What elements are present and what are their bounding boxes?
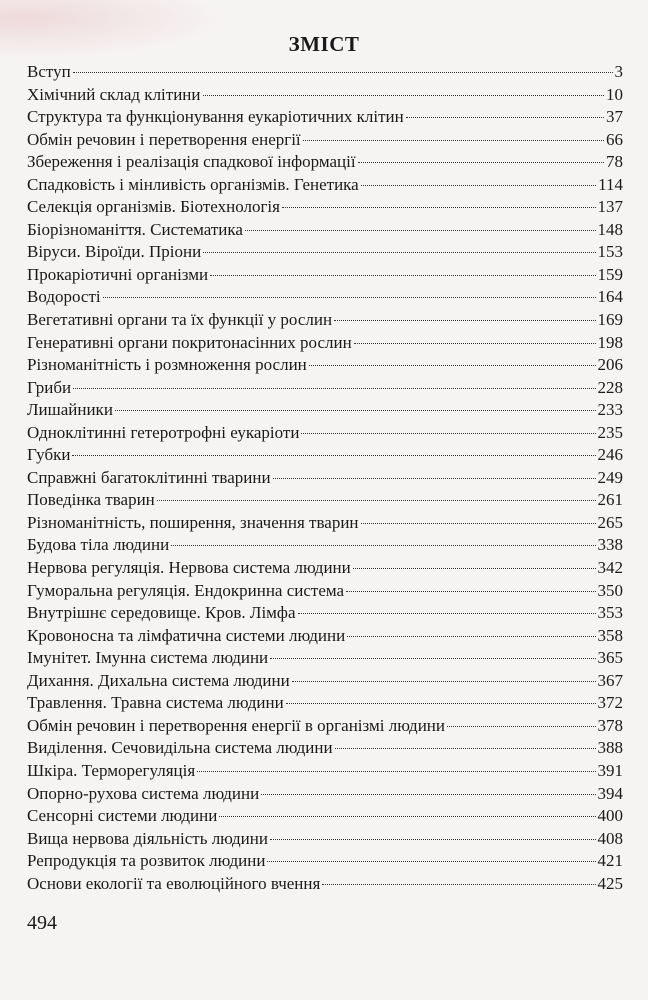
toc-entry <box>27 512 623 535</box>
toc-entry-title: Шкіра. Терморегуляція <box>27 760 196 780</box>
toc-entry-page: 159 <box>597 264 623 284</box>
toc-leader-dots <box>157 500 596 501</box>
toc-entry-page: 198 <box>597 332 623 352</box>
toc-entry <box>27 647 623 670</box>
toc-entry <box>27 196 623 219</box>
toc-entry <box>27 286 623 309</box>
toc-entry-title: Спадковість і мінливість організмів. Генетика <box>27 174 359 194</box>
toc-entry-title: Вегетативні органи та їх функції у рослин <box>27 310 333 330</box>
toc-entry-title: Різноманітність, поширення, значення тварин <box>27 512 359 532</box>
toc-entry-title: Репродукція та розвиток людини <box>27 851 266 871</box>
toc-leader-dots <box>309 365 596 366</box>
toc-entry-title: Кровоносна та лімфатична системи людини <box>27 625 346 645</box>
toc-entry-page: 246 <box>597 445 623 465</box>
toc-entry-page: 153 <box>597 242 623 262</box>
toc-entry-page: 408 <box>597 828 623 848</box>
toc-entry-title: Сенсорні системи людини <box>27 806 218 826</box>
toc-leader-dots <box>73 72 613 73</box>
toc-entry-title: Нервова регуляція. Нервова система людини <box>27 558 351 578</box>
toc-leader-dots <box>203 95 605 96</box>
toc-leader-dots <box>322 884 595 885</box>
toc-entry-title: Прокаріотичні організми <box>27 264 209 284</box>
toc-entry-page: 425 <box>597 873 623 893</box>
toc-entry <box>27 264 623 287</box>
toc-entry <box>27 602 623 625</box>
toc-entry-page: 114 <box>598 174 623 194</box>
toc-leader-dots <box>103 297 596 298</box>
toc-entry-page: 3 <box>614 62 623 81</box>
toc-entry <box>27 625 623 648</box>
toc-leader-dots <box>72 455 595 456</box>
toc-leader-dots <box>245 230 596 231</box>
toc-entry-page: 249 <box>597 467 623 487</box>
toc-entry-page: 421 <box>597 851 623 871</box>
toc-entry-title: Структура та функціонування еукаріотичних клітин <box>27 107 404 127</box>
toc-entry-page: 365 <box>597 648 623 668</box>
toc-entry <box>27 219 623 242</box>
toc-entry-title: Хімічний склад клітини <box>27 84 201 104</box>
toc-leader-dots <box>270 839 596 840</box>
toc-entry <box>27 332 623 355</box>
toc-leader-dots <box>358 162 604 163</box>
toc-entry <box>27 489 623 512</box>
toc-entry-page: 338 <box>597 535 623 555</box>
toc-entry-title: Внутрішнє середовище. Кров. Лімфа <box>27 603 296 623</box>
toc-entry-page: 358 <box>597 625 623 645</box>
toc-entry-page: 10 <box>606 84 623 104</box>
toc-entry <box>27 715 623 738</box>
toc-entry <box>27 760 623 783</box>
toc-leader-dots <box>447 726 596 727</box>
toc-leader-dots <box>273 478 596 479</box>
toc-entry <box>27 422 623 445</box>
toc-leader-dots <box>197 771 595 772</box>
toc-entry-page: 378 <box>597 715 623 735</box>
toc-entry <box>27 399 623 422</box>
toc-entry-page: 233 <box>597 400 623 420</box>
toc-leader-dots <box>406 117 604 118</box>
toc-entry-page: 388 <box>597 738 623 758</box>
toc-entry-title: Будова тіла людини <box>27 535 170 555</box>
toc-entry-page: 78 <box>606 152 623 172</box>
toc-entry-title: Збереження і реалізація спадкової інформації <box>27 152 356 172</box>
toc-entry-title: Водорості <box>27 287 101 307</box>
toc-entry-page: 206 <box>597 355 623 375</box>
toc-entry-title: Віруси. Віроїди. Пріони <box>27 242 202 262</box>
toc-entry <box>27 241 623 264</box>
toc-entry <box>27 580 623 603</box>
toc-entry-page: 400 <box>597 806 623 826</box>
toc-entry <box>27 534 623 557</box>
toc-entry-page: 37 <box>606 107 623 127</box>
toc-entry-title: Генеративні органи покритонасінних рослин <box>27 332 352 352</box>
toc-entry <box>27 805 623 828</box>
toc-entry-page: 367 <box>597 670 623 690</box>
toc-entry-title: Одноклітинні гетеротрофні еукаріоти <box>27 422 300 442</box>
toc-entry <box>27 873 623 896</box>
toc-entry <box>27 61 623 84</box>
toc-entry-title: Поведінка тварин <box>27 490 155 510</box>
toc-leader-dots <box>115 410 596 411</box>
page-number: 494 <box>27 912 57 934</box>
toc-entry <box>27 377 623 400</box>
toc-entry <box>27 467 623 490</box>
toc-entry-title: Різноманітність і розмноження рослин <box>27 355 307 375</box>
toc-entry-page: 353 <box>597 603 623 623</box>
toc-entry-title: Справжні багатоклітинні тварини <box>27 467 271 487</box>
toc-leader-dots <box>73 388 595 389</box>
toc-entry-title: Біорізноманіття. Систематика <box>27 219 243 239</box>
toc-leader-dots <box>346 591 595 592</box>
toc-leader-dots <box>203 252 595 253</box>
toc-entry-title: Гриби <box>27 377 72 397</box>
toc-leader-dots <box>353 568 596 569</box>
toc-leader-dots <box>361 523 596 524</box>
toc-entry-title: Вища нервова діяльність людини <box>27 828 268 848</box>
toc-leader-dots <box>270 658 595 659</box>
toc-entry <box>27 828 623 851</box>
toc-entry-page: 350 <box>597 580 623 600</box>
toc-entry <box>27 737 623 760</box>
toc-leader-dots <box>171 545 595 546</box>
toc-leader-dots <box>267 861 595 862</box>
toc-entry-title: Обмін речовин і перетворення енергії <box>27 129 301 149</box>
toc-entry <box>27 174 623 197</box>
toc-entry-page: 137 <box>597 197 623 217</box>
toc-leader-dots <box>354 343 596 344</box>
toc-entry-page: 372 <box>597 693 623 713</box>
toc-entry-page: 342 <box>597 558 623 578</box>
toc-entry-title: Лишайники <box>27 400 113 420</box>
toc-entry <box>27 444 623 467</box>
toc-entry-title: Виділення. Сечовидільна система людини <box>27 738 333 758</box>
toc-entry-page: 394 <box>597 783 623 803</box>
toc-leader-dots <box>361 185 596 186</box>
toc-leader-dots <box>298 613 596 614</box>
toc-entry <box>27 129 623 152</box>
toc-leader-dots <box>210 275 595 276</box>
toc-entry-page: 164 <box>597 287 623 307</box>
page-title: ЗМІСТ <box>288 32 360 56</box>
toc-entry-title: Селекція організмів. Біотехнологія <box>27 197 280 217</box>
toc-leader-dots <box>335 748 596 749</box>
toc-entry-page: 148 <box>597 219 623 239</box>
toc-entry-page: 391 <box>597 760 623 780</box>
toc-entry-page: 235 <box>597 422 623 442</box>
toc-leader-dots <box>347 636 595 637</box>
toc-entry-title: Опорно-рухова система людини <box>27 783 260 803</box>
toc-leader-dots <box>292 681 596 682</box>
toc-entry <box>27 309 623 332</box>
toc-entry-title: Імунітет. Імунна система людини <box>27 648 269 668</box>
toc-entry-title: Дихання. Дихальна система людини <box>27 670 290 690</box>
toc-entry-page: 261 <box>597 490 623 510</box>
toc-entry-page: 169 <box>597 310 623 330</box>
toc-entry-page: 265 <box>597 512 623 532</box>
toc-entry <box>27 670 623 693</box>
toc-entry-title: Основи екології та еволюційного вчення <box>27 873 321 893</box>
toc-entry <box>27 151 623 174</box>
toc-entry <box>27 783 623 806</box>
toc-entry <box>27 557 623 580</box>
toc-entry-title: Травлення. Травна система людини <box>27 693 284 713</box>
toc-entry-title: Вступ <box>27 62 71 81</box>
toc-leader-dots <box>286 703 596 704</box>
toc-leader-dots <box>303 140 604 141</box>
toc-entry <box>27 692 623 715</box>
toc-entry <box>27 84 623 107</box>
toc-entry <box>27 354 623 377</box>
toc-leader-dots <box>282 207 596 208</box>
toc-leader-dots <box>334 320 595 321</box>
table-of-contents <box>27 61 623 895</box>
toc-entry-title: Обмін речовин і перетворення енергії в організмі людини <box>27 715 445 735</box>
toc-leader-dots <box>261 794 595 795</box>
toc-entry <box>27 850 623 873</box>
toc-entry-page: 228 <box>597 377 623 397</box>
toc-entry-title: Гуморальна регуляція. Ендокринна система <box>27 580 345 600</box>
toc-entry-page: 66 <box>606 129 623 149</box>
toc-leader-dots <box>301 433 595 434</box>
toc-leader-dots <box>219 816 595 817</box>
toc-entry-title: Губки <box>27 445 71 465</box>
toc-entry <box>27 106 623 129</box>
